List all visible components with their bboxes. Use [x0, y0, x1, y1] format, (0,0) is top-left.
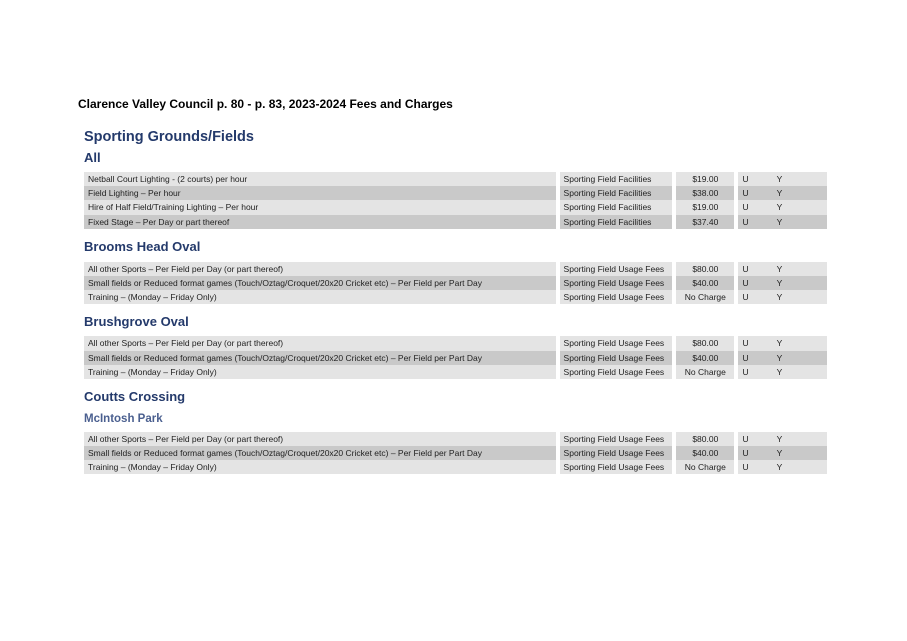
fee-row: [84, 336, 827, 350]
fee-row: [84, 365, 827, 379]
fee-row: [84, 276, 827, 290]
fee-category: Sporting Field Usage Fees: [560, 351, 673, 365]
group-heading-coutts-crossing: Coutts Crossing: [84, 388, 186, 404]
fees-rows-brushgrove-oval: [84, 336, 827, 379]
fee-category: Sporting Field Facilities: [560, 200, 673, 214]
fee-flag: Y: [773, 351, 827, 365]
fee-gst-code: U: [738, 365, 772, 379]
fee-gst-code: U: [738, 215, 772, 229]
fee-category: Sporting Field Usage Fees: [560, 336, 673, 350]
fee-description: All other Sports – Per Field per Day (or part thereof): [84, 336, 556, 350]
fee-description: All other Sports – Per Field per Day (or part thereof): [84, 262, 556, 276]
fee-flag: Y: [773, 432, 827, 446]
fee-flag: Y: [773, 365, 827, 379]
fee-description: Field Lighting – Per hour: [84, 186, 556, 200]
fee-flag: Y: [773, 290, 827, 304]
fee-amount: No Charge: [676, 290, 734, 304]
fee-amount: $40.00: [676, 351, 734, 365]
fee-flag: Y: [773, 336, 827, 350]
fee-row: [84, 290, 827, 304]
fee-flag: Y: [773, 186, 827, 200]
fees-table-brushgrove-oval: [84, 336, 827, 379]
fee-flag: Y: [773, 460, 827, 474]
fee-amount: $19.00: [676, 200, 734, 214]
section-title: Sporting Grounds/Fields: [84, 129, 254, 145]
fee-amount: No Charge: [676, 460, 734, 474]
fee-amount: $40.00: [676, 276, 734, 290]
fee-row: [84, 186, 827, 200]
fee-flag: Y: [773, 446, 827, 460]
fee-flag: Y: [773, 276, 827, 290]
fee-amount: $80.00: [676, 432, 734, 446]
group-heading-all: All: [84, 150, 101, 165]
fee-description: Hire of Half Field/Training Lighting – Per hour: [84, 200, 556, 214]
fee-gst-code: U: [738, 172, 772, 186]
fee-gst-code: U: [738, 276, 772, 290]
fee-gst-code: U: [738, 336, 772, 350]
fee-description: Small fields or Reduced format games (Touch/Oztag/Croquet/20x20 Cricket etc) – Per Field per Part Day: [84, 351, 556, 365]
fee-amount: No Charge: [676, 365, 734, 379]
fees-table-all: [84, 172, 827, 229]
fee-flag: Y: [773, 200, 827, 214]
fees-rows-coutts-crossing: [84, 432, 827, 475]
fee-category: Sporting Field Usage Fees: [560, 262, 673, 276]
fee-amount: $38.00: [676, 186, 734, 200]
fees-content: [84, 127, 827, 474]
fee-gst-code: U: [738, 200, 772, 214]
fee-row: [84, 262, 827, 276]
fee-gst-code: U: [738, 262, 772, 276]
fee-description: Training – (Monday – Friday Only): [84, 365, 556, 379]
fee-description: Small fields or Reduced format games (Touch/Oztag/Croquet/20x20 Cricket etc) – Per Field per Part Day: [84, 446, 556, 460]
fees-rows-all: [84, 172, 827, 229]
fee-description: Netball Court Lighting - (2 courts) per hour: [84, 172, 556, 186]
subgroup-heading-mcintosh-park: McIntosh Park: [84, 412, 163, 425]
fee-amount: $40.00: [676, 446, 734, 460]
fee-amount: $37.40: [676, 215, 734, 229]
fee-category: Sporting Field Facilities: [560, 186, 673, 200]
fee-description: Training – (Monday – Friday Only): [84, 290, 556, 304]
fee-gst-code: U: [738, 351, 772, 365]
fee-flag: Y: [773, 215, 827, 229]
fee-category: Sporting Field Usage Fees: [560, 365, 673, 379]
fee-description: Fixed Stage – Per Day or part thereof: [84, 215, 556, 229]
fee-gst-code: U: [738, 186, 772, 200]
fee-category: Sporting Field Usage Fees: [560, 460, 673, 474]
fee-category: Sporting Field Facilities: [560, 172, 673, 186]
fee-amount: $80.00: [676, 336, 734, 350]
fee-description: Small fields or Reduced format games (Touch/Oztag/Croquet/20x20 Cricket etc) – Per Field per Part Day: [84, 276, 556, 290]
fees-table-brooms-head-oval: [84, 262, 827, 305]
fee-category: Sporting Field Usage Fees: [560, 446, 673, 460]
fee-category: Sporting Field Usage Fees: [560, 432, 673, 446]
fee-category: Sporting Field Usage Fees: [560, 290, 673, 304]
fee-gst-code: U: [738, 460, 772, 474]
fee-category: Sporting Field Usage Fees: [560, 276, 673, 290]
fee-row: [84, 351, 827, 365]
fee-gst-code: U: [738, 446, 772, 460]
group-heading-brushgrove-oval: Brushgrove Oval: [84, 314, 189, 330]
fees-rows-brooms-head-oval: [84, 262, 827, 305]
fee-row: [84, 446, 827, 460]
fee-row: [84, 200, 827, 214]
fee-description: Training – (Monday – Friday Only): [84, 460, 556, 474]
fee-gst-code: U: [738, 290, 772, 304]
document-title: Clarence Valley Council p. 80 - p. 83, 2023-2024 Fees and Charges: [78, 97, 453, 111]
fee-row: [84, 215, 827, 229]
fee-gst-code: U: [738, 432, 772, 446]
fee-row: [84, 432, 827, 446]
fee-row: [84, 460, 827, 474]
fee-category: Sporting Field Facilities: [560, 215, 673, 229]
fees-table-coutts-crossing: [84, 432, 827, 475]
group-heading-brooms-head-oval: Brooms Head Oval: [84, 238, 201, 254]
fee-amount: $19.00: [676, 172, 734, 186]
fee-amount: $80.00: [676, 262, 734, 276]
fee-flag: Y: [773, 262, 827, 276]
fee-flag: Y: [773, 172, 827, 186]
fee-description: All other Sports – Per Field per Day (or part thereof): [84, 432, 556, 446]
fee-row: [84, 172, 827, 186]
